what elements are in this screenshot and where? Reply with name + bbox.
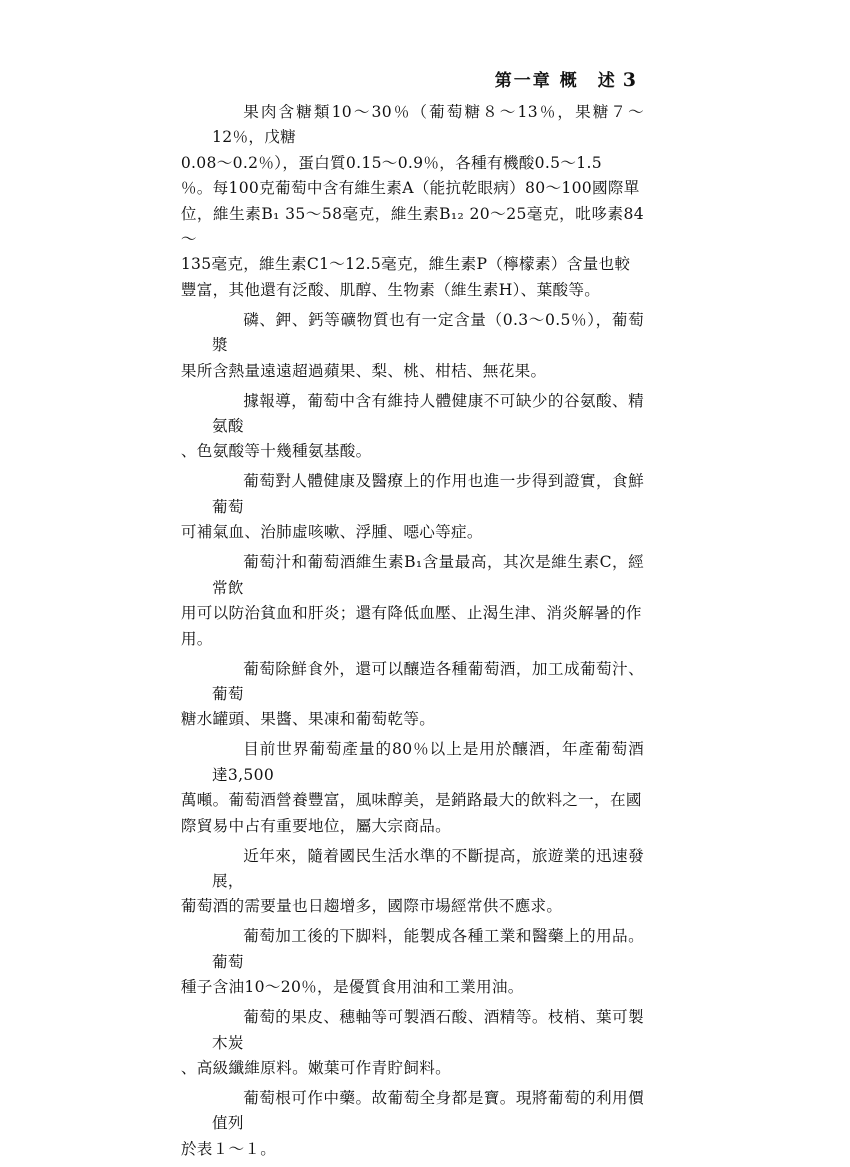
text-line: 果肉含糖類10～30％（葡萄糖８～13％，果糖７～12％，戊糖 xyxy=(212,103,644,147)
text-line: 葡萄酒的需要量也日趨增多，國際市場經常供不應求。 xyxy=(180,897,563,916)
chapter-title: 概 述 xyxy=(559,71,617,91)
text-line: 位，維生素B₁ 35～58毫克，維生素B₁₂ 20～25毫克，吡哆素84～ xyxy=(180,204,644,249)
paragraph xyxy=(180,389,644,465)
paragraph xyxy=(180,100,644,303)
paragraph xyxy=(180,308,644,384)
text-line: 近年來，隨着國民生活水準的不斷提高，旅遊業的迅速發展， xyxy=(212,846,644,890)
text-line: 際貿易中占有重要地位，屬大宗商品。 xyxy=(180,816,452,835)
text-line: 葡萄汁和葡萄酒維生素B₁含量最高，其次是維生素C，經常飲 xyxy=(212,553,644,597)
text-line: 磷、鉀、鈣等礦物質也有一定含量（0.3～0.5％），葡萄漿 xyxy=(212,310,644,355)
text-line: 用。 xyxy=(180,629,213,648)
paragraph xyxy=(180,1005,644,1081)
text-line: 據報導，葡萄中含有維持人體健康不可缺少的谷氨酸、精氨酸 xyxy=(212,391,644,436)
text-line: 果所含熱量遠遠超過蘋果、梨、桃、柑桔、無花果。 xyxy=(180,361,547,380)
text-line: 種子含油10～20％，是優質食用油和工業用油。 xyxy=(180,978,524,997)
paragraph xyxy=(180,924,644,1000)
paragraph xyxy=(180,657,644,733)
text-line: 用可以防治貧血和肝炎；還有降低血壓、止渴生津、消炎解暑的作 xyxy=(180,604,642,623)
text-line: 葡萄對人體健康及醫療上的作用也進一步得到證實，食鮮葡萄 xyxy=(212,472,644,516)
chapter-label: 第一章 xyxy=(494,71,552,91)
text-line: 135毫克，維生素C1～12.5毫克，維生素P（檸檬素）含量也較 xyxy=(180,255,631,274)
text-line: 萬噸。葡萄酒營養豐富，風味醇美，是銷路最大的飲料之一，在國 xyxy=(180,791,642,810)
text-line: 葡萄的果皮、穗軸等可製酒石酸、酒精等。枝梢、葉可製木炭 xyxy=(212,1008,644,1052)
text-line: 可補氣血、治肺虛咳嗽、浮腫、噁心等症。 xyxy=(180,523,483,542)
text-line: 、高級纖維原料。嫩葉可作青貯飼料。 xyxy=(180,1058,452,1077)
text-line: 於表１～１。 xyxy=(180,1139,277,1158)
paragraph xyxy=(180,737,644,839)
text-line: 豐富，其他還有泛酸、肌醇、生物素（維生素H）、葉酸等。 xyxy=(180,280,601,299)
paragraph xyxy=(180,469,644,545)
text-line: ％。每100克葡萄中含有維生素A（能抗乾眼病）80～100國際單 xyxy=(180,179,640,198)
running-header xyxy=(495,66,638,91)
paragraph xyxy=(180,550,644,652)
text-line: 目前世界葡萄產量的80％以上是用於釀酒，年產葡萄酒達3,500 xyxy=(212,740,644,784)
page-number: 3 xyxy=(622,69,638,91)
paragraph xyxy=(180,1086,644,1162)
text-line: 葡萄根可作中藥。故葡萄全身都是寶。現將葡萄的利用價值列 xyxy=(212,1088,644,1133)
body-text xyxy=(180,100,644,1167)
text-line: 糖水罐頭、果醬、果凍和葡萄乾等。 xyxy=(180,710,436,729)
text-line: 0.08～0.2％），蛋白質0.15～0.9％，各種有機酸0.5～1.5 xyxy=(180,153,602,172)
paragraph xyxy=(180,844,644,920)
text-line: 、色氨酸等十幾種氨基酸。 xyxy=(180,442,372,461)
text-line: 葡萄加工後的下脚料，能製成各種工業和醫藥上的用品。葡萄 xyxy=(212,927,644,971)
text-line: 葡萄除鮮食外，還可以釀造各種葡萄酒，加工成葡萄汁、葡萄 xyxy=(212,659,644,703)
